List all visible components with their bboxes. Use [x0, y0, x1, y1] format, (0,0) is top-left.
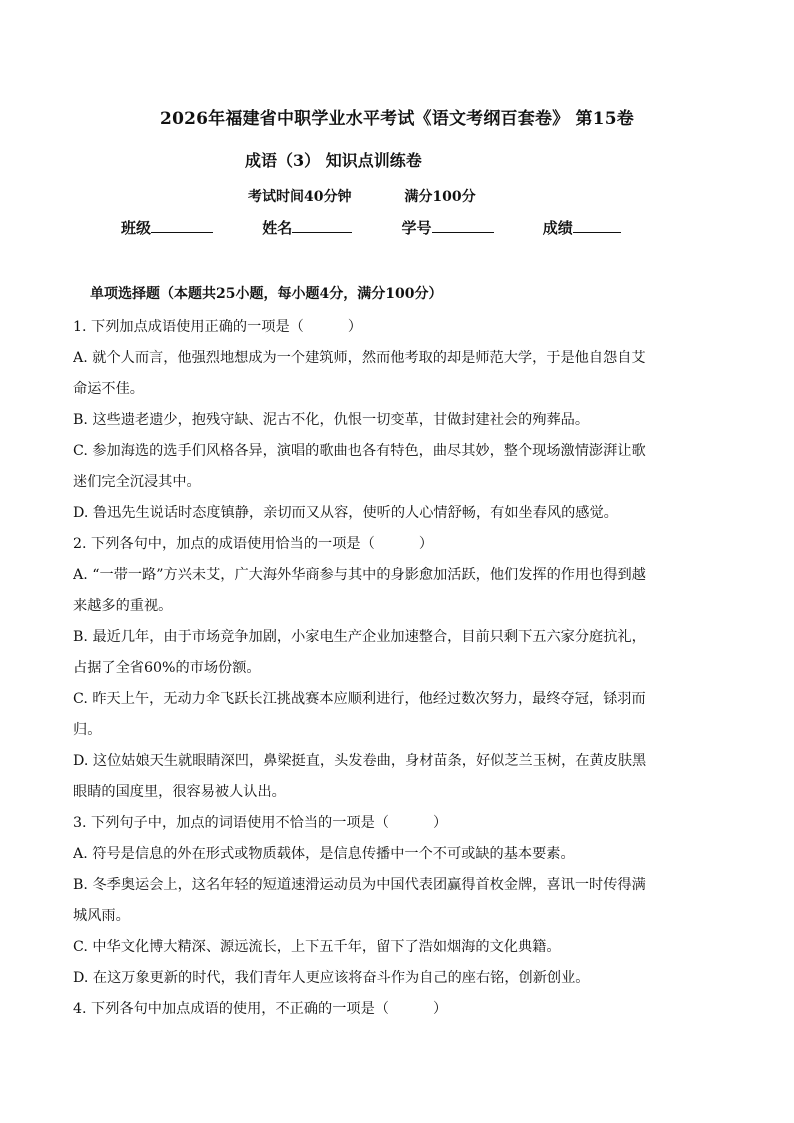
- option-line[interactable]: D. 在这万象更新的时代，我们青年人更应该将奋斗作为自己的座右铭，创新创业。: [73, 970, 590, 986]
- question-2-paren-close: ）: [418, 536, 434, 552]
- option-line[interactable]: A. 就个人而言，他强烈地想成为一个建筑师，然而他考取的却是师范大学，于是他自怨自艾: [73, 350, 646, 366]
- option-line[interactable]: 归。: [73, 722, 102, 738]
- exam-subtitle: 成语（3） 知识点训练卷: [245, 151, 422, 170]
- option-line[interactable]: C. 昨天上午，无动力伞飞跃长江挑战赛本应顺利进行，他经过数次努力，最终夺冠，铩羽而: [73, 691, 646, 707]
- question-stem: [73, 808, 723, 839]
- name-blank[interactable]: [292, 218, 352, 233]
- question-1-paren-close: ）: [347, 319, 363, 335]
- option-line[interactable]: B. 最近几年，由于市场竞争加剧，小家电生产企业加速整合，目前只剩下五六家分庭抗礼，: [73, 629, 646, 645]
- exam-info: [248, 186, 476, 206]
- class-blank[interactable]: [151, 218, 213, 233]
- question-3-stem: 3. 下列句子中，加点的词语使用不恰当的一项是（: [73, 815, 389, 831]
- exam-full-score: 满分100分: [404, 189, 476, 205]
- question-stem: [73, 312, 723, 343]
- option-line[interactable]: 城风雨。: [73, 908, 130, 924]
- question-4-paren-close: ）: [433, 1001, 448, 1017]
- question-3-paren-close: ）: [433, 815, 448, 831]
- question-stem: [73, 994, 723, 1025]
- question-stem: [73, 529, 723, 560]
- option-line[interactable]: 命运不佳。: [73, 381, 144, 397]
- option-line[interactable]: C. 参加海选的选手们风格各异，演唱的歌曲也各有特色，曲尽其妙，整个现场激情澎湃让歌: [73, 443, 646, 459]
- option-line[interactable]: A. “一带一路”方兴未艾，广大海外华商参与其中的身影愈加活跃，他们发挥的作用也得到越: [73, 567, 646, 583]
- student-info-fields: [121, 217, 665, 238]
- exam-time: 考试时间40分钟: [248, 189, 352, 205]
- class-label: 班级: [121, 219, 152, 237]
- student-id-label: 学号: [401, 219, 432, 237]
- option-line[interactable]: 来越多的重视。: [73, 598, 173, 614]
- option-line[interactable]: A. 符号是信息的外在形式或物质载体，是信息传播中一个不可或缺的基本要素。: [73, 846, 575, 862]
- score-blank[interactable]: [573, 218, 621, 233]
- student-id-field[interactable]: [402, 217, 494, 238]
- question-1-stem: 1. 下列加点成语使用正确的一项是（: [73, 319, 304, 335]
- option-line[interactable]: B. 冬季奥运会上，这名年轻的短道速滑运动员为中国代表团赢得首枚金牌，喜讯一时传得满: [73, 877, 646, 893]
- question-2-stem: 2. 下列各句中，加点的成语使用恰当的一项是（: [73, 536, 375, 552]
- name-label: 姓名: [262, 219, 293, 237]
- question-list: [73, 312, 723, 1025]
- option-line[interactable]: 占据了全省60%的市场份额。: [73, 660, 261, 676]
- score-field[interactable]: [543, 217, 621, 238]
- question-4-stem: 4. 下列各句中加点成语的使用，不正确的一项是（: [73, 1001, 389, 1017]
- option-line[interactable]: 眼睛的国度里，很容易被人认出。: [73, 784, 286, 800]
- class-field[interactable]: [121, 217, 213, 238]
- student-id-blank[interactable]: [432, 218, 494, 233]
- option-line[interactable]: C. 中华文化博大精深、源远流长，上下五千年，留下了浩如烟海的文化典籍。: [73, 939, 561, 955]
- score-label: 成绩: [542, 219, 573, 237]
- section-heading: 单项选择题（本题共25小题，每小题4分，满分100分）: [90, 286, 443, 302]
- option-line[interactable]: D. 鲁迅先生说话时态度镇静，亲切而又从容，使听的人心情舒畅，有如坐春风的感觉。: [73, 505, 618, 521]
- option-line[interactable]: 迷们完全沉浸其中。: [73, 474, 201, 490]
- option-line[interactable]: B. 这些遗老遗少，抱残守缺、泥古不化，仇恨一切变革，甘做封建社会的殉葬品。: [73, 412, 590, 428]
- option-line[interactable]: D. 这位姑娘天生就眼睛深凹，鼻梁挺直，头发卷曲，身材苗条，好似芝兰玉树，在黄皮肤黑: [73, 753, 647, 769]
- name-field[interactable]: [262, 217, 352, 238]
- exam-title: 2026年福建省中职学业水平考试《语文考纲百套卷》 第15卷: [160, 109, 634, 129]
